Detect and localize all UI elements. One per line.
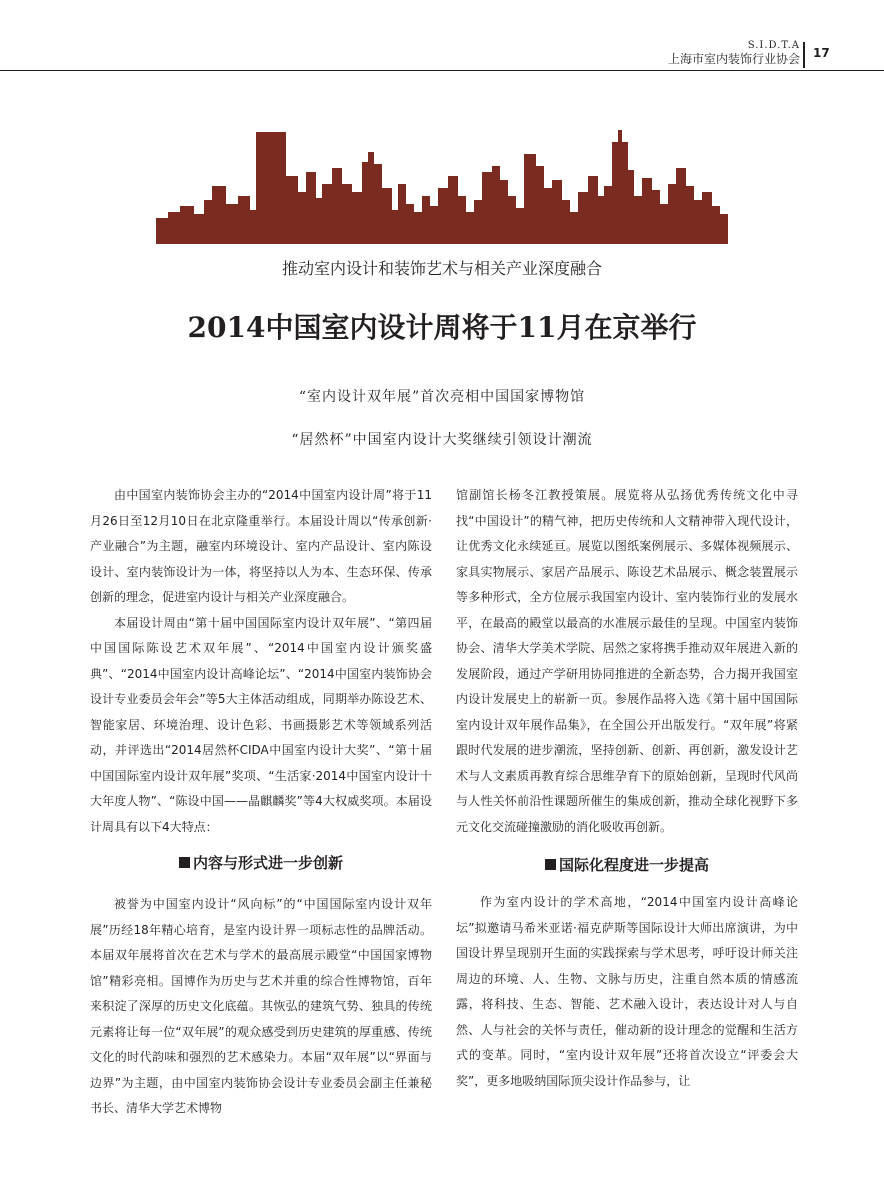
deck-line-2: “居然杯”中国室内设计大奖继续引领设计潮流 [291, 432, 593, 448]
right-paragraph-2: 作为室内设计的学术高地，“2014中国室内设计高峰论坛”拟邀请马希米亚诺·福克萨斯等国际设计大师出席演讲，为中国设计界呈现别开生面的实践探索与学术思考，呼吁设计师关注周边的环境、人、生物、文脉与历史，注重自然本质的情感流露，将科技、生态、智能、艺术融入设计，表达设计对人与自然、人与社会的关怀与责任，催动新的设计理念的觉醒和生活方式的变革。同时，“室内设计双年展”还将首次设立“评委会大奖”，更多地吸纳国际顶尖设计作品参与，让 [456, 895, 798, 1088]
header-abbreviation: S.I.D.T.A [747, 40, 800, 51]
section-heading-text: 内容与形式进一步创新 [192, 854, 343, 872]
section-heading-content-form [90, 852, 432, 874]
page-number: 17 [813, 46, 830, 60]
article-title: 2014中国室内设计周将于11月在京举行 [187, 311, 697, 344]
header-separator [803, 42, 805, 68]
right-paragraph-1: 馆副馆长杨冬江教授策展。展览将从弘扬优秀传统文化中寻找“中国设计”的精气神，把历史传统和人文精神带入现代设计，让优秀文化永续延亘。展览以图纸案例展示、多媒体视频展示、家具实物展示、家居产品展示、陈设艺术品展示、概念装置展示等多种形式，全方位展示我国室内设计、室内装饰行业的发展水平，在最高的殿堂以最高的水准展示最佳的呈现。中国室内装饰协会、清华大学美术学院、居然之家将携手推动双年展进入新的发展阶段，通过产学研用协同推进的全新态势，合力揭开我国室内设计发展史上的崭新一页。参展作品将入选《第十届中国国际室内设计双年展作品集》，在全国公开出版发行。“双年展”将紧跟时代发展的进步潮流，坚持创新、创新、再创新，激发设计艺术与人文素质再教育综合思维孕育下的原始创新，呈现时代风尚与人性关怀前沿性课题所催生的集成创新，推动全球化视野下多元文化交流碰撞激励的消化吸收再创新。 [456, 488, 798, 834]
left-paragraph-3: 被誉为中国室内设计“风向标”的“中国国际室内设计双年展”历经18年精心培育，是室内设计界一项标志性的品牌活动。本届双年展将首次在艺术与学术的最高展示殿堂“中国国家博物馆”精彩亮相。国博作为历史与艺术并重的综合性博物馆，百年来积淀了深厚的历史文化底蕴。其恢弘的建筑气势、独具的传统元素将让每一位“双年展”的观众感受到历史建筑的厚重感、传统文化的时代韵味和强烈的艺术感染力。本届“双年展”以“界面与边界”为主题，由中国室内装饰协会设计专业委员会副主任兼秘书长、清华大学艺术博物 [90, 897, 432, 1115]
header-organization: 上海市室内装饰行业协会 [667, 52, 800, 66]
right-column [456, 483, 798, 1094]
section-heading-text: 国际化程度进一步提高 [558, 856, 709, 874]
deck-line-1: “室内设计双年展”首次亮相中国国家博物馆 [298, 389, 586, 405]
square-bullet-icon [179, 857, 190, 868]
left-paragraph-2: 本届设计周由“第十届中国国际室内设计双年展”、“第四届中国国际陈设艺术双年展”、“2014中国室内设计颁奖盛典”、“2014中国室内设计高峰论坛”、“2014中国室内装饰协会设计专业委员会年会”等5大主体活动组成，同期举办陈设艺术、智能家居、环境治理、设计色彩、书画摄影艺术等领域系列活动，并评选出“2014居然杯CIDA中国室内设计大奖”、“第十届中国国际室内设计双年展”奖项、“生活家·2014中国室内设计十大年度人物”、“陈设中国——晶麒麟奖”等4大权威奖项。本届设计周具有以下4大特点： [90, 615, 432, 834]
header-text [668, 40, 800, 66]
header-rule [0, 70, 884, 71]
left-paragraph-1: 由中国室内装饰协会主办的“2014中国室内设计周”将于11月26日至12月10日在北京隆重举行。本届设计周以“传承创新·产业融合”为主题，融室内环境设计、室内产品设计、室内陈设设计、室内装饰设计为一体，将坚持以人为本、生态环保、传承创新的理念，促进室内设计与相关产业深度融合。 [90, 488, 432, 604]
city-skyline-illustration [156, 126, 728, 244]
article-subtitle: 推动室内设计和装饰艺术与相关产业深度融合 [281, 259, 602, 278]
square-bullet-icon [545, 859, 556, 870]
section-heading-internationalization [456, 854, 798, 876]
left-column [90, 483, 432, 1122]
skyline-silhouette [156, 130, 728, 244]
